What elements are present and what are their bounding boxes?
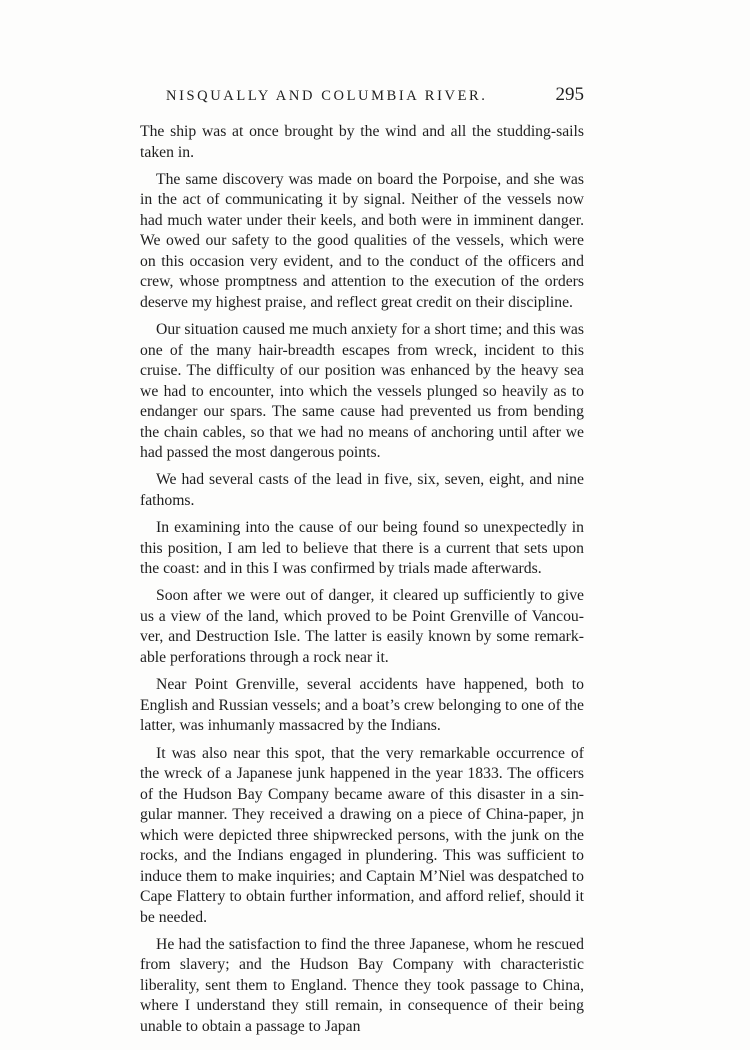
paragraph: The ship was at once brought by the wind and all the studding-sails taken in. — [140, 123, 584, 161]
page-number: 295 — [555, 84, 584, 105]
paragraph: He had the satisfaction to find the three Japanese, whom he rescued from slavery; and the Hudson Bay Company with characteristic liberality, sent them to England. Thence they took passage to China, where I understand they still remain, in consequence of their being unable to obtain a passage to Japan — [140, 935, 584, 1035]
paragraph: Our situation caused me much anxiety for a short time; and this was one of the many hair-breadth escapes from wreck, incident to this cruise. The difficulty of our position was enhanced by the heavy sea we had to encounter, into which the vessels plunged so heavily as to endanger our spars. The same cause had prevented us from bending the chain cables, so that we had no means of anchoring until after we had passed the most dangerous points. — [140, 321, 584, 462]
paragraph: In examining into the cause of our being found so unexpectedly in this position, I am led to believe that there is a current that sets upon the coast: and in this I was confirmed by trials made afterwards. — [140, 519, 584, 578]
paragraph: We had several casts of the lead in five, six, seven, eight, and nine fathoms. — [140, 471, 584, 509]
paragraph: It was also near this spot, that the very remarkable occurrence of the wreck of a Japanese junk happened in the year 1833. The officers of the Hudson Bay Company became aware of this disaster in a singular manner. They received a drawing on a piece of China-paper, jn which were depicted three shipwrecked persons, with the junk on the rocks, and the Indians engaged in plundering. This was sufficient to induce them to make inquiries; and Captain M’Niel was despatched to Cape Flattery to obtain further information, and afford relief, should it be needed. — [140, 744, 584, 926]
paragraph: Near Point Grenville, several accidents have happened, both to English and Russian vessels; and a boat’s crew belonging to one of the latter, was inhumanly massacred by the Indians. — [140, 676, 584, 735]
paragraph: The same discovery was made on board the Porpoise, and she was in the act of communicating it by signal. Neither of the vessels now had much water under their keels, and both were in imminent danger. We owed our safety to the good qualities of the vessels, which were on this occasion very evident, and to the conduct of the officers and crew, whose promptness and attention to the execution of the orders deserve my highest praise, and reflect great credit on their discipline. — [140, 170, 584, 311]
running-head — [140, 84, 584, 112]
paragraph: Soon after we were out of danger, it cleared up sufficiently to give us a view of the land, which proved to be Point Grenville of Vancouver, and Destruction Isle. The latter is easily known by some remarkable perforations through a rock near it. — [140, 587, 584, 666]
body-text — [140, 122, 584, 1044]
running-title: NISQUALLY AND COLUMBIA RIVER. — [166, 88, 488, 104]
